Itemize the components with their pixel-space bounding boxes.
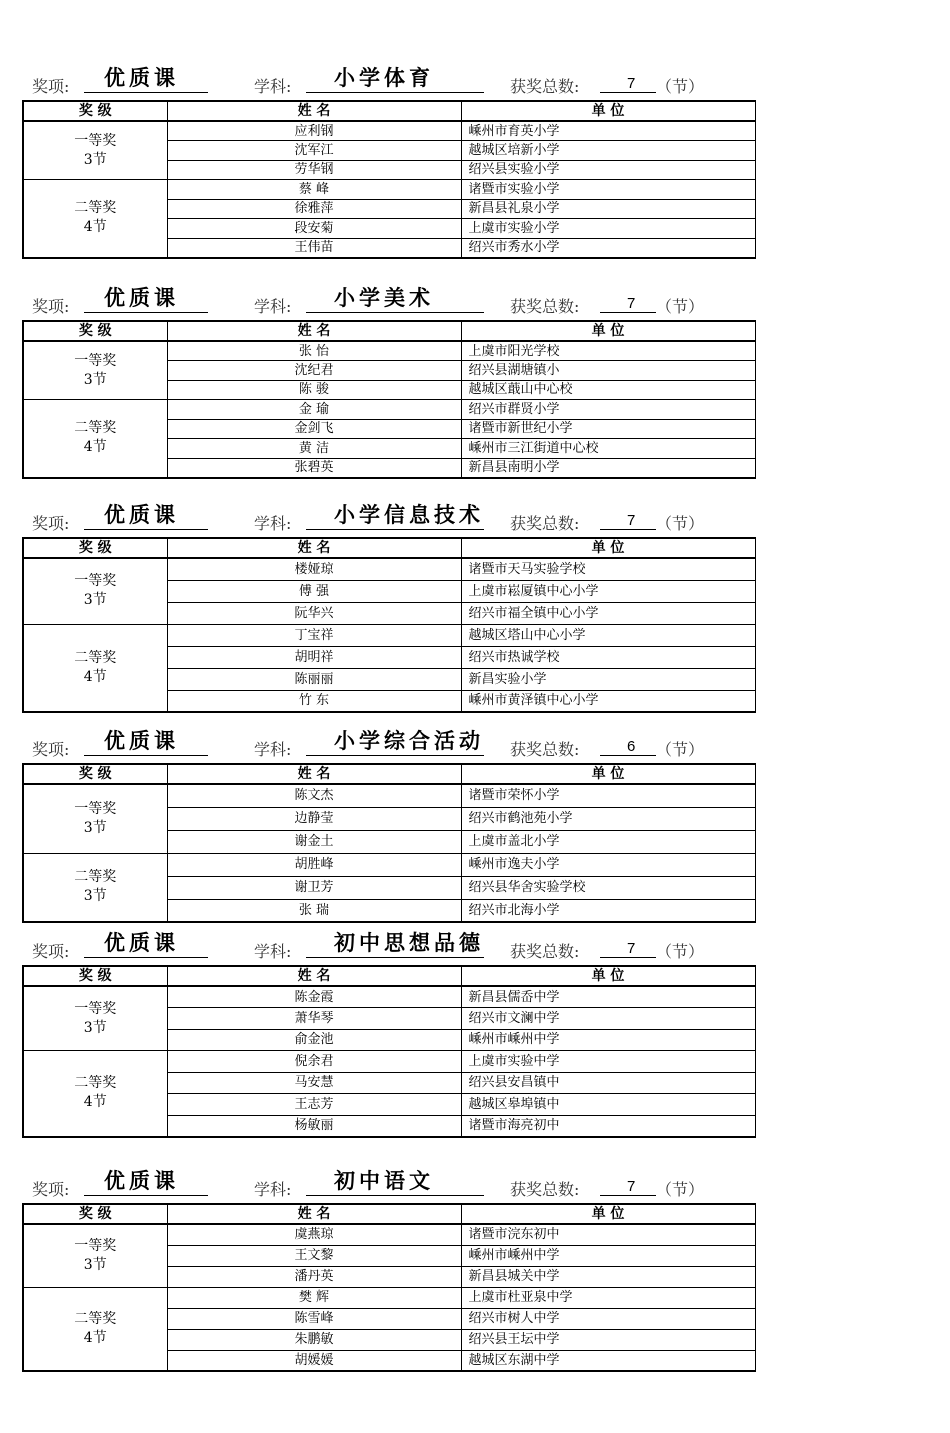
winner-unit: 诸暨市海亮初中 (461, 1115, 755, 1137)
award-table (22, 763, 756, 923)
winner-unit: 新昌县礼泉小学 (461, 199, 755, 219)
award-count: 3节 (83, 1256, 107, 1273)
subject-label: 学科: (254, 1180, 292, 1199)
table-header-row (23, 966, 755, 986)
winner-unit: 上虞市盖北小学 (461, 830, 755, 853)
winner-name: 萧华琴 (167, 1008, 461, 1030)
award-count: 4节 (83, 439, 107, 456)
total-value: 7 (627, 1178, 636, 1195)
award-item-label: 奖项: (32, 297, 70, 316)
winner-name: 张 瑞 (167, 899, 461, 922)
subject-underline (306, 755, 484, 756)
award-item-label: 奖项: (32, 514, 70, 533)
winner-name: 徐雅萍 (167, 199, 461, 219)
winner-unit: 嵊州市黄泽镇中心小学 (461, 690, 755, 712)
award-count: 3节 (83, 371, 107, 388)
winner-name: 竹 东 (167, 690, 461, 712)
col-level-header: 奖 级 (23, 321, 167, 341)
subject-label: 学科: (254, 514, 292, 533)
col-unit-header: 单 位 (461, 966, 755, 986)
award-count: 3节 (83, 592, 107, 609)
award-level-cell (23, 853, 167, 922)
col-unit-header: 单 位 (461, 538, 755, 558)
col-level-header: 奖 级 (23, 538, 167, 558)
winner-name: 杨敏丽 (167, 1115, 461, 1137)
award-level-cell (23, 341, 167, 400)
subject-value: 初中语文 (334, 1169, 434, 1193)
award-item-underline (84, 1195, 208, 1196)
winner-name: 丁宝祥 (167, 624, 461, 646)
winner-unit: 绍兴县湖塘镇小 (461, 361, 755, 381)
winner-name: 蔡 峰 (167, 180, 461, 200)
winner-name: 王伟苗 (167, 238, 461, 258)
winner-name: 沈军江 (167, 141, 461, 161)
winner-name: 段安菊 (167, 219, 461, 239)
award-item-label: 奖项: (32, 740, 70, 759)
unit-suffix: （节） (656, 297, 705, 316)
award-item-underline (84, 312, 208, 313)
total-label: 获奖总数: (510, 297, 580, 316)
winner-unit: 诸暨市实验小学 (461, 180, 755, 200)
winner-name: 金 瑜 (167, 400, 461, 420)
award-item-underline (84, 957, 208, 958)
subject-label: 学科: (254, 740, 292, 759)
table-row (23, 784, 755, 807)
winner-name: 陈金霞 (167, 986, 461, 1008)
winner-unit: 新昌县儒岙中学 (461, 986, 755, 1008)
award-level-cell (23, 558, 167, 624)
winner-unit: 诸暨市天马实验学校 (461, 558, 755, 580)
winner-unit: 绍兴市福全镇中心小学 (461, 602, 755, 624)
winner-name: 傅 强 (167, 580, 461, 602)
winner-unit: 嵊州市育英小学 (461, 121, 755, 141)
award-item-label: 奖项: (32, 942, 70, 961)
award-count: 4节 (83, 1094, 107, 1111)
unit-suffix: （节） (656, 1180, 705, 1199)
winner-unit: 新昌县城关中学 (461, 1266, 755, 1287)
winner-unit: 嵊州市三江街道中心校 (461, 439, 755, 459)
total-label: 获奖总数: (510, 942, 580, 961)
winner-unit: 越城区塔山中心小学 (461, 624, 755, 646)
award-item-value: 优质课 (104, 729, 179, 753)
table-row (23, 1287, 755, 1308)
award-level: 一等奖 (74, 573, 117, 590)
award-item-value: 优质课 (104, 503, 179, 527)
winner-unit: 上虞市实验中学 (461, 1051, 755, 1073)
award-level-cell (23, 1287, 167, 1371)
winner-name: 胡媛媛 (167, 1350, 461, 1371)
subject-underline (306, 529, 484, 530)
award-level: 一等奖 (74, 1237, 117, 1254)
winner-unit: 绍兴县安昌镇中 (461, 1072, 755, 1094)
award-level: 二等奖 (74, 1310, 117, 1327)
section-header (22, 60, 754, 100)
table-header-row (23, 1204, 755, 1224)
award-section (22, 1163, 754, 1372)
winner-name: 樊 辉 (167, 1287, 461, 1308)
winner-name: 谢卫芳 (167, 876, 461, 899)
award-level: 二等奖 (74, 200, 117, 217)
winner-name: 胡胜峰 (167, 853, 461, 876)
col-name-header: 姓 名 (167, 1204, 461, 1224)
col-name-header: 姓 名 (167, 321, 461, 341)
award-count: 3节 (83, 151, 107, 168)
total-underline (600, 92, 656, 93)
award-level-cell (23, 986, 167, 1051)
subject-label: 学科: (254, 297, 292, 316)
award-level-cell (23, 180, 167, 258)
award-item-value: 优质课 (104, 1169, 179, 1193)
winner-unit: 绍兴市鹤池苑小学 (461, 807, 755, 830)
winner-name: 潘丹英 (167, 1266, 461, 1287)
winner-name: 陈丽丽 (167, 668, 461, 690)
winner-name: 虞燕琼 (167, 1224, 461, 1245)
col-name-header: 姓 名 (167, 764, 461, 784)
winner-name: 马安慧 (167, 1072, 461, 1094)
award-level: 二等奖 (74, 869, 117, 886)
subject-underline (306, 957, 484, 958)
winner-name: 边静莹 (167, 807, 461, 830)
award-level: 二等奖 (74, 649, 117, 666)
award-level: 一等奖 (74, 132, 117, 149)
winner-name: 张 怡 (167, 341, 461, 361)
winner-unit: 上虞市崧厦镇中心小学 (461, 580, 755, 602)
award-level-cell (23, 784, 167, 853)
award-item-value: 优质课 (104, 931, 179, 955)
award-level-cell (23, 400, 167, 478)
subject-value: 小学体育 (334, 66, 434, 90)
col-unit-header: 单 位 (461, 764, 755, 784)
total-underline (600, 1195, 656, 1196)
table-header-row (23, 321, 755, 341)
award-section (22, 497, 754, 713)
winner-unit: 嵊州市嵊州中学 (461, 1245, 755, 1266)
winner-unit: 绍兴县王坛中学 (461, 1329, 755, 1350)
winner-name: 胡明祥 (167, 646, 461, 668)
unit-suffix: （节） (656, 514, 705, 533)
winner-unit: 嵊州市逸夫小学 (461, 853, 755, 876)
winner-unit: 绍兴市秀水小学 (461, 238, 755, 258)
award-item-underline (84, 755, 208, 756)
winner-unit: 绍兴市北海小学 (461, 899, 755, 922)
award-level-cell (23, 624, 167, 712)
subject-value: 小学信息技术 (334, 503, 484, 527)
award-level: 二等奖 (74, 1075, 117, 1092)
winner-name: 沈纪君 (167, 361, 461, 381)
award-table (22, 1203, 756, 1372)
winner-unit: 越城区培新小学 (461, 141, 755, 161)
winner-name: 劳华钢 (167, 160, 461, 180)
subject-value: 初中思想品德 (334, 931, 484, 955)
table-row (23, 1051, 755, 1073)
total-underline (600, 755, 656, 756)
table-header-row (23, 538, 755, 558)
col-level-header: 奖 级 (23, 764, 167, 784)
section-header (22, 723, 754, 763)
total-underline (600, 529, 656, 530)
winner-unit: 诸暨市荣怀小学 (461, 784, 755, 807)
award-section (22, 280, 754, 479)
winner-unit: 上虞市杜亚泉中学 (461, 1287, 755, 1308)
award-level-cell (23, 1051, 167, 1137)
winner-unit: 嵊州市嵊州中学 (461, 1029, 755, 1051)
subject-label: 学科: (254, 77, 292, 96)
col-unit-header: 单 位 (461, 321, 755, 341)
award-section (22, 925, 754, 1138)
table-row (23, 624, 755, 646)
winner-unit: 绍兴市文澜中学 (461, 1008, 755, 1030)
unit-suffix: （节） (656, 740, 705, 759)
award-section (22, 723, 754, 923)
winner-name: 陈雪峰 (167, 1308, 461, 1329)
winner-unit: 越城区蕺山中心校 (461, 380, 755, 400)
award-count: 3节 (83, 819, 107, 836)
total-value: 6 (627, 738, 636, 755)
total-label: 获奖总数: (510, 514, 580, 533)
subject-label: 学科: (254, 942, 292, 961)
table-row (23, 986, 755, 1008)
total-value: 7 (627, 940, 636, 957)
subject-underline (306, 92, 484, 93)
award-item-label: 奖项: (32, 77, 70, 96)
winner-unit: 越城区皋埠镇中 (461, 1094, 755, 1116)
award-level: 一等奖 (74, 800, 117, 817)
award-table (22, 537, 756, 713)
award-item-underline (84, 92, 208, 93)
winner-name: 朱鹏敏 (167, 1329, 461, 1350)
col-unit-header: 单 位 (461, 101, 755, 121)
winner-name: 陈 骏 (167, 380, 461, 400)
winner-name: 王文黎 (167, 1245, 461, 1266)
award-count: 4节 (83, 1329, 107, 1346)
col-name-header: 姓 名 (167, 966, 461, 986)
winner-unit: 越城区东湖中学 (461, 1350, 755, 1371)
winner-unit: 诸暨市新世纪小学 (461, 419, 755, 439)
table-header-row (23, 101, 755, 121)
award-level: 二等奖 (74, 420, 117, 437)
winner-unit: 新昌实验小学 (461, 668, 755, 690)
winner-name: 倪余君 (167, 1051, 461, 1073)
table-row (23, 558, 755, 580)
col-level-header: 奖 级 (23, 1204, 167, 1224)
total-label: 获奖总数: (510, 77, 580, 96)
award-item-value: 优质课 (104, 66, 179, 90)
subject-value: 小学综合活动 (334, 729, 484, 753)
section-header (22, 1163, 754, 1203)
col-name-header: 姓 名 (167, 101, 461, 121)
table-row (23, 1224, 755, 1245)
total-underline (600, 957, 656, 958)
col-level-header: 奖 级 (23, 101, 167, 121)
award-count: 4节 (83, 668, 107, 685)
section-header (22, 280, 754, 320)
winner-unit: 新昌县南明小学 (461, 458, 755, 478)
winner-name: 谢金土 (167, 830, 461, 853)
award-item-value: 优质课 (104, 286, 179, 310)
total-label: 获奖总数: (510, 740, 580, 759)
winner-name: 应利钢 (167, 121, 461, 141)
table-header-row (23, 764, 755, 784)
winner-name: 陈文杰 (167, 784, 461, 807)
winner-unit: 绍兴市群贤小学 (461, 400, 755, 420)
award-table (22, 100, 756, 259)
winner-name: 楼娅琼 (167, 558, 461, 580)
award-level-cell (23, 1224, 167, 1287)
winner-unit: 绍兴市树人中学 (461, 1308, 755, 1329)
award-count: 4节 (83, 219, 107, 236)
table-row (23, 853, 755, 876)
total-value: 7 (627, 512, 636, 529)
award-item-underline (84, 529, 208, 530)
table-row (23, 121, 755, 141)
award-table (22, 965, 756, 1138)
winner-name: 阮华兴 (167, 602, 461, 624)
table-row (23, 400, 755, 420)
total-value: 7 (627, 295, 636, 312)
col-level-header: 奖 级 (23, 966, 167, 986)
table-row (23, 180, 755, 200)
winner-unit: 诸暨市浣东初中 (461, 1224, 755, 1245)
award-level: 一等奖 (74, 352, 117, 369)
winner-name: 张碧英 (167, 458, 461, 478)
unit-suffix: （节） (656, 77, 705, 96)
award-table (22, 320, 756, 479)
subject-underline (306, 312, 484, 313)
winner-name: 王志芳 (167, 1094, 461, 1116)
winner-unit: 绍兴县实验小学 (461, 160, 755, 180)
winner-name: 金剑飞 (167, 419, 461, 439)
col-name-header: 姓 名 (167, 538, 461, 558)
award-count: 3节 (83, 1019, 107, 1036)
table-row (23, 341, 755, 361)
subject-value: 小学美术 (334, 286, 434, 310)
winner-unit: 绍兴县华舍实验学校 (461, 876, 755, 899)
winner-unit: 上虞市阳光学校 (461, 341, 755, 361)
section-header (22, 497, 754, 537)
section-header (22, 925, 754, 965)
winner-unit: 绍兴市热诚学校 (461, 646, 755, 668)
total-underline (600, 312, 656, 313)
award-section (22, 60, 754, 259)
award-level: 一等奖 (74, 1000, 117, 1017)
winner-name: 俞金池 (167, 1029, 461, 1051)
subject-underline (306, 1195, 484, 1196)
award-level-cell (23, 121, 167, 180)
col-unit-header: 单 位 (461, 1204, 755, 1224)
winner-unit: 上虞市实验小学 (461, 219, 755, 239)
total-label: 获奖总数: (510, 1180, 580, 1199)
total-value: 7 (627, 75, 636, 92)
award-item-label: 奖项: (32, 1180, 70, 1199)
winner-name: 黄 洁 (167, 439, 461, 459)
unit-suffix: （节） (656, 942, 705, 961)
award-count: 3节 (83, 888, 107, 905)
